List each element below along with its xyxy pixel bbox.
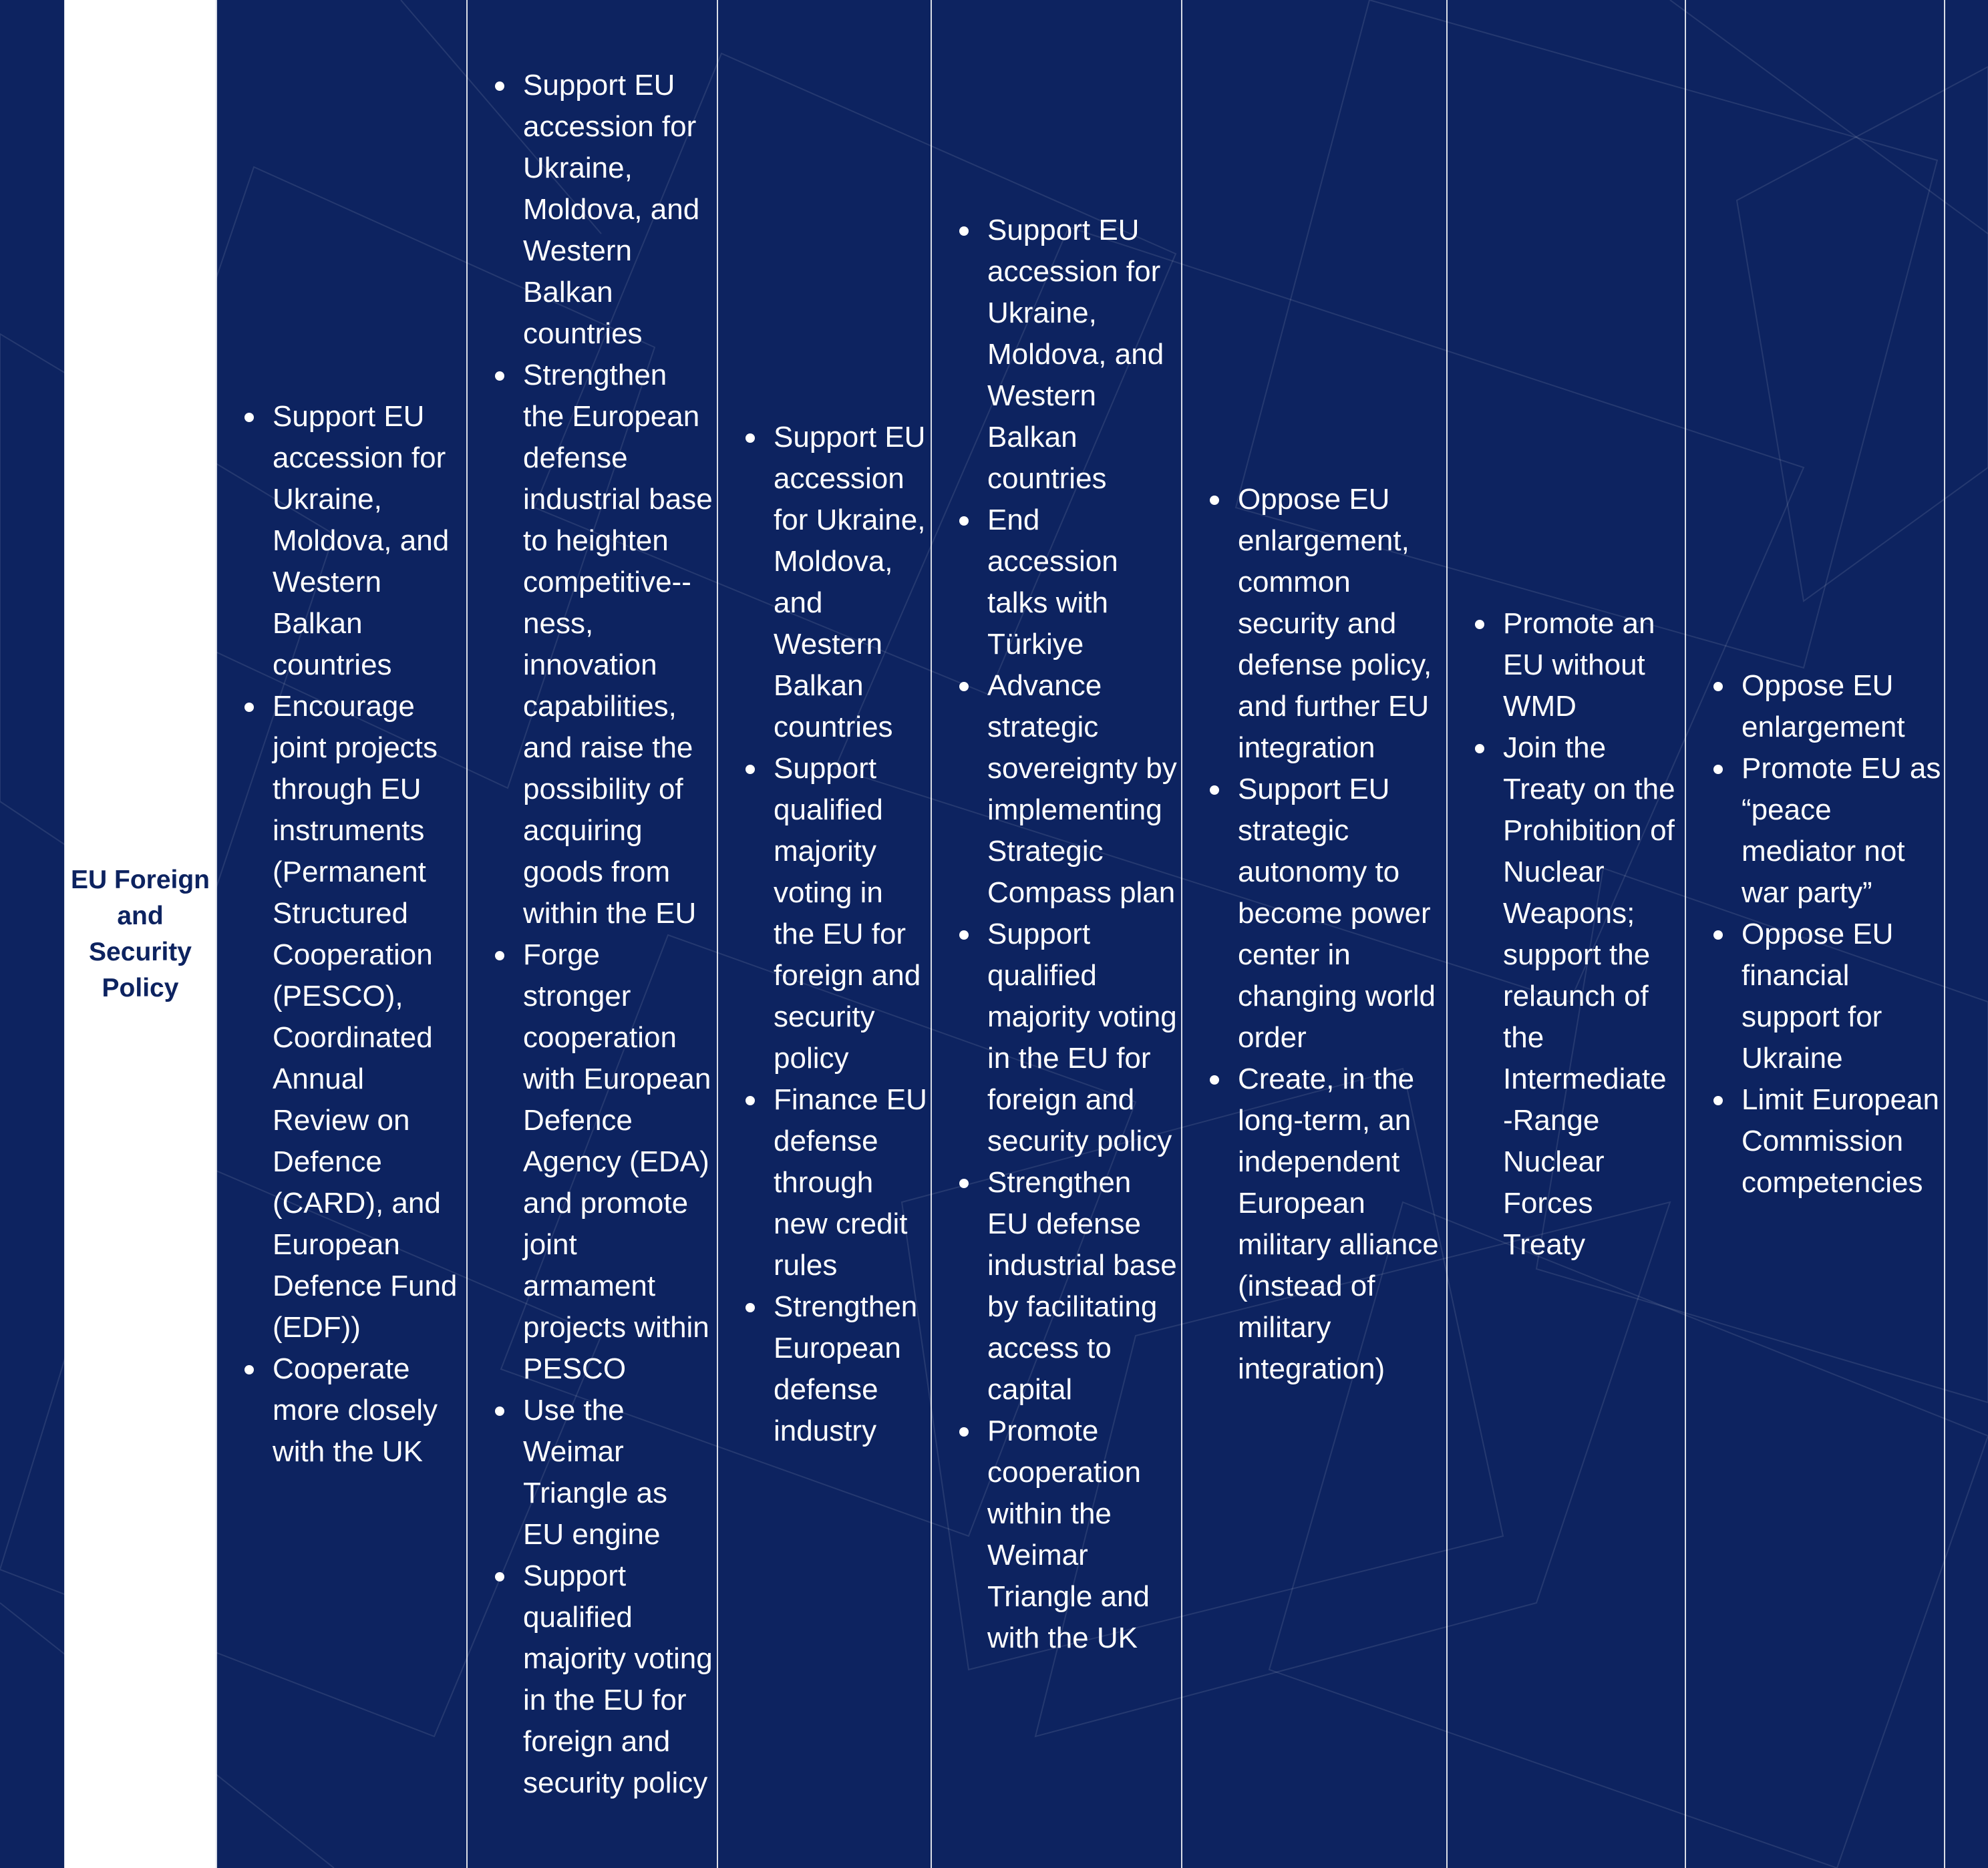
list-item xyxy=(774,1079,927,1286)
column-divider xyxy=(216,0,217,1868)
column-divider xyxy=(1685,0,1686,1868)
policy-column-1 xyxy=(273,0,463,1868)
column-divider xyxy=(64,0,65,1868)
list-item-text: Oppose EU enlargement xyxy=(1742,669,1905,743)
bullet-icon xyxy=(959,226,969,236)
bullet-icon xyxy=(959,1427,969,1437)
column-divider xyxy=(931,0,932,1868)
bullet-icon xyxy=(495,1572,504,1581)
policy-column-4 xyxy=(987,0,1178,1868)
list-item-text: Support EU accession for Ukraine, Moldova, and Western Balkan countries xyxy=(987,213,1164,495)
list-item xyxy=(523,934,713,1390)
bullet-icon xyxy=(495,81,504,91)
bullet-icon xyxy=(244,703,254,712)
list-item-text: Promote EU as “peace mediator not war party” xyxy=(1742,751,1941,909)
bullet-icon xyxy=(959,516,969,526)
list-item-text: Create, in the long-term, an independent European military alliance (instead of military integration) xyxy=(1238,1062,1439,1385)
list-item-text: Support qualified majority voting in the EU for foreign and security policy xyxy=(523,1559,713,1799)
list-item-text: Promote an EU without WMD xyxy=(1503,606,1655,723)
list-item xyxy=(273,396,463,686)
list-item xyxy=(774,417,927,748)
bullet-icon xyxy=(1713,1096,1723,1105)
list-item xyxy=(1238,1059,1445,1390)
list-item-text: Encourage joint projects through EU instruments (Permanent Structured Cooperation (PESCO), Coordinated Annual Review on Defence (CARD), and European Defence Fund (EDF)) xyxy=(273,689,458,1344)
list-item-text: Strengthen the European defense industrial base to heighten competitive--ness, innovation capabilities, and raise the possibility of acquiring goods from within the EU xyxy=(523,358,713,930)
list-item xyxy=(523,1555,713,1804)
bullet-icon xyxy=(746,1303,755,1312)
list-item-text: Oppose EU financial support for Ukraine xyxy=(1742,917,1894,1075)
list-item xyxy=(523,1390,713,1555)
list-item xyxy=(987,500,1178,665)
list-item xyxy=(1503,727,1682,1266)
column-divider xyxy=(717,0,718,1868)
bullet-icon xyxy=(1210,785,1219,795)
list-item-text: Limit European Commission competencies xyxy=(1742,1083,1939,1199)
bullet-icon xyxy=(959,930,969,940)
bullet-icon xyxy=(959,1179,969,1188)
list-item xyxy=(1742,665,1942,748)
policy-column-7 xyxy=(1742,0,1942,1868)
bullet-icon xyxy=(1713,930,1723,940)
list-item xyxy=(1742,1079,1942,1203)
bullet-icon xyxy=(1210,496,1219,505)
list-item-text: Join the Treaty on the Prohibition of Nuclear Weapons; support the relaunch of the Intermediate -Range Nuclear Forces Treaty xyxy=(1503,731,1675,1261)
bullet-icon xyxy=(746,1096,755,1105)
column-divider xyxy=(1181,0,1182,1868)
list-item xyxy=(523,65,713,355)
list-item-text: Forge stronger cooperation with European Defence Agency (EDA) and promote joint armament projects within PESCO xyxy=(523,938,711,1385)
list-item xyxy=(1503,603,1682,727)
policy-list xyxy=(273,396,463,1473)
bullet-icon xyxy=(746,433,755,443)
list-item xyxy=(987,210,1178,500)
row-label: EU Foreign and Security Policy xyxy=(70,865,210,1002)
list-item xyxy=(1238,479,1445,769)
policy-column-5 xyxy=(1238,0,1445,1868)
bullet-icon xyxy=(495,951,504,960)
policy-column-3 xyxy=(774,0,927,1868)
list-item-text: Promote cooperation within the Weimar Triangle and with the UK xyxy=(987,1414,1150,1654)
list-item xyxy=(273,686,463,1348)
policy-list xyxy=(523,65,713,1804)
list-item-text: Finance EU defense through new credit rules xyxy=(774,1083,927,1282)
list-item-text: Advance strategic sovereignty by implementing Strategic Compass plan xyxy=(987,669,1177,909)
bullet-icon xyxy=(244,1365,254,1374)
list-item-text: Strengthen European defense industry xyxy=(774,1290,918,1447)
list-item xyxy=(523,355,713,934)
policy-list xyxy=(1742,665,1942,1203)
list-item-text: End accession talks with Türkiye xyxy=(987,503,1118,661)
list-item-text: Use the Weimar Triangle as EU engine xyxy=(523,1393,668,1551)
list-item xyxy=(273,1348,463,1473)
list-item xyxy=(774,748,927,1079)
bullet-icon xyxy=(1713,765,1723,774)
bullet-icon xyxy=(1713,682,1723,691)
list-item xyxy=(987,914,1178,1162)
list-item-text: Strengthen EU defense industrial base by facilitating access to capital xyxy=(987,1165,1177,1406)
list-item xyxy=(774,1286,927,1452)
policy-list xyxy=(1238,479,1445,1390)
policy-column-2 xyxy=(523,0,713,1868)
list-item-text: Support qualified majority voting in the EU for foreign and security policy xyxy=(987,917,1177,1157)
policy-list xyxy=(1503,603,1682,1266)
column-divider xyxy=(466,0,468,1868)
list-item xyxy=(987,1162,1178,1411)
list-item-text: Oppose EU enlargement, common security and defense policy, and further EU integration xyxy=(1238,482,1432,764)
column-divider xyxy=(1446,0,1448,1868)
bullet-icon xyxy=(495,371,504,381)
bullet-icon xyxy=(746,765,755,774)
list-item xyxy=(1742,748,1942,914)
bullet-icon xyxy=(244,413,254,422)
policy-list xyxy=(774,417,927,1452)
list-item-text: Support EU accession for Ukraine, Moldova, and Western Balkan countries xyxy=(774,420,926,743)
policy-list xyxy=(987,210,1178,1659)
list-item xyxy=(1742,914,1942,1079)
list-item-text: Support EU strategic autonomy to become power center in changing world order xyxy=(1238,772,1436,1054)
list-item-text: Support EU accession for Ukraine, Moldova, and Western Balkan countries xyxy=(273,399,450,681)
bullet-icon xyxy=(1210,1075,1219,1085)
policy-column-6 xyxy=(1503,0,1682,1868)
bullet-icon xyxy=(1475,744,1484,753)
bullet-icon xyxy=(959,682,969,691)
list-item-text: Cooperate more closely with the UK xyxy=(273,1352,438,1468)
list-item xyxy=(987,1411,1178,1659)
list-item-text: Support qualified majority voting in the EU for foreign and security policy xyxy=(774,751,921,1075)
list-item xyxy=(987,665,1178,914)
bullet-icon xyxy=(495,1407,504,1416)
column-divider xyxy=(1944,0,1945,1868)
bullet-icon xyxy=(1475,620,1484,629)
list-item-text: Support EU accession for Ukraine, Moldova, and Western Balkan countries xyxy=(523,68,700,350)
list-item xyxy=(1238,769,1445,1059)
